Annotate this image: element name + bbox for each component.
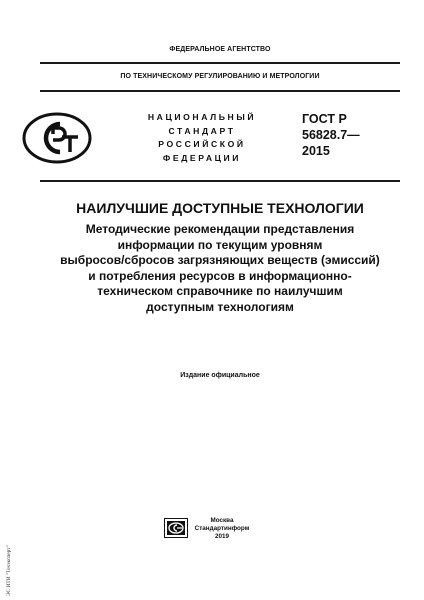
standard-block-rule <box>40 180 400 182</box>
publisher-city: Москва <box>210 517 234 524</box>
standartinform-logo-icon <box>164 518 188 538</box>
publisher-year: 2019 <box>214 533 229 541</box>
rst-conformity-mark-icon <box>22 112 92 164</box>
gost-year: 2015 <box>302 144 330 158</box>
subtitle-line: Методические рекомендации представления <box>85 222 355 236</box>
document-subtitle <box>20 222 420 316</box>
header-rule-bottom <box>40 90 400 92</box>
standard-line-russian: РОССИЙСКОЙ <box>158 139 246 149</box>
document-title: НАИЛУЧШИЕ ДОСТУПНЫЕ ТЕХНОЛОГИИ <box>76 200 364 216</box>
publisher-info <box>192 517 252 542</box>
subtitle-line: информации по текущим уровням <box>117 237 323 252</box>
header-rule-top <box>40 62 400 64</box>
standard-line-federation: ФЕДЕРАЦИИ <box>162 152 242 163</box>
subtitle-line: техническом справочнике по наилучшим <box>97 284 343 299</box>
agency-name-line2: ПО ТЕХНИЧЕСКОМУ РЕГУЛИРОВАНИЮ И МЕТРОЛОГИИ <box>120 73 320 80</box>
gost-label: ГОСТ Р <box>302 112 347 126</box>
subtitle-line: и потребления ресурсов в информационно- <box>88 268 352 283</box>
side-watermark-note: ЭС ИТИ "Техэксперт" <box>6 545 12 596</box>
gost-number-block <box>302 111 392 159</box>
standard-type-block <box>132 111 272 165</box>
edition-label: Издание официальное <box>180 372 260 379</box>
gost-number: 56828.7— <box>302 128 360 142</box>
subtitle-line: выбросов/сбросов загрязняющих веществ (эмиссий) <box>60 253 380 268</box>
publisher-name: Стандартинформ <box>194 525 250 533</box>
standard-line-national: НАЦИОНАЛЬНЫЙ <box>147 112 257 122</box>
standard-line-standard: СТАНДАРТ <box>168 125 236 136</box>
subtitle-line: доступным технологиям <box>146 299 294 314</box>
agency-name-line1: ФЕДЕРАЛЬНОЕ АГЕНТСТВО <box>169 46 271 53</box>
